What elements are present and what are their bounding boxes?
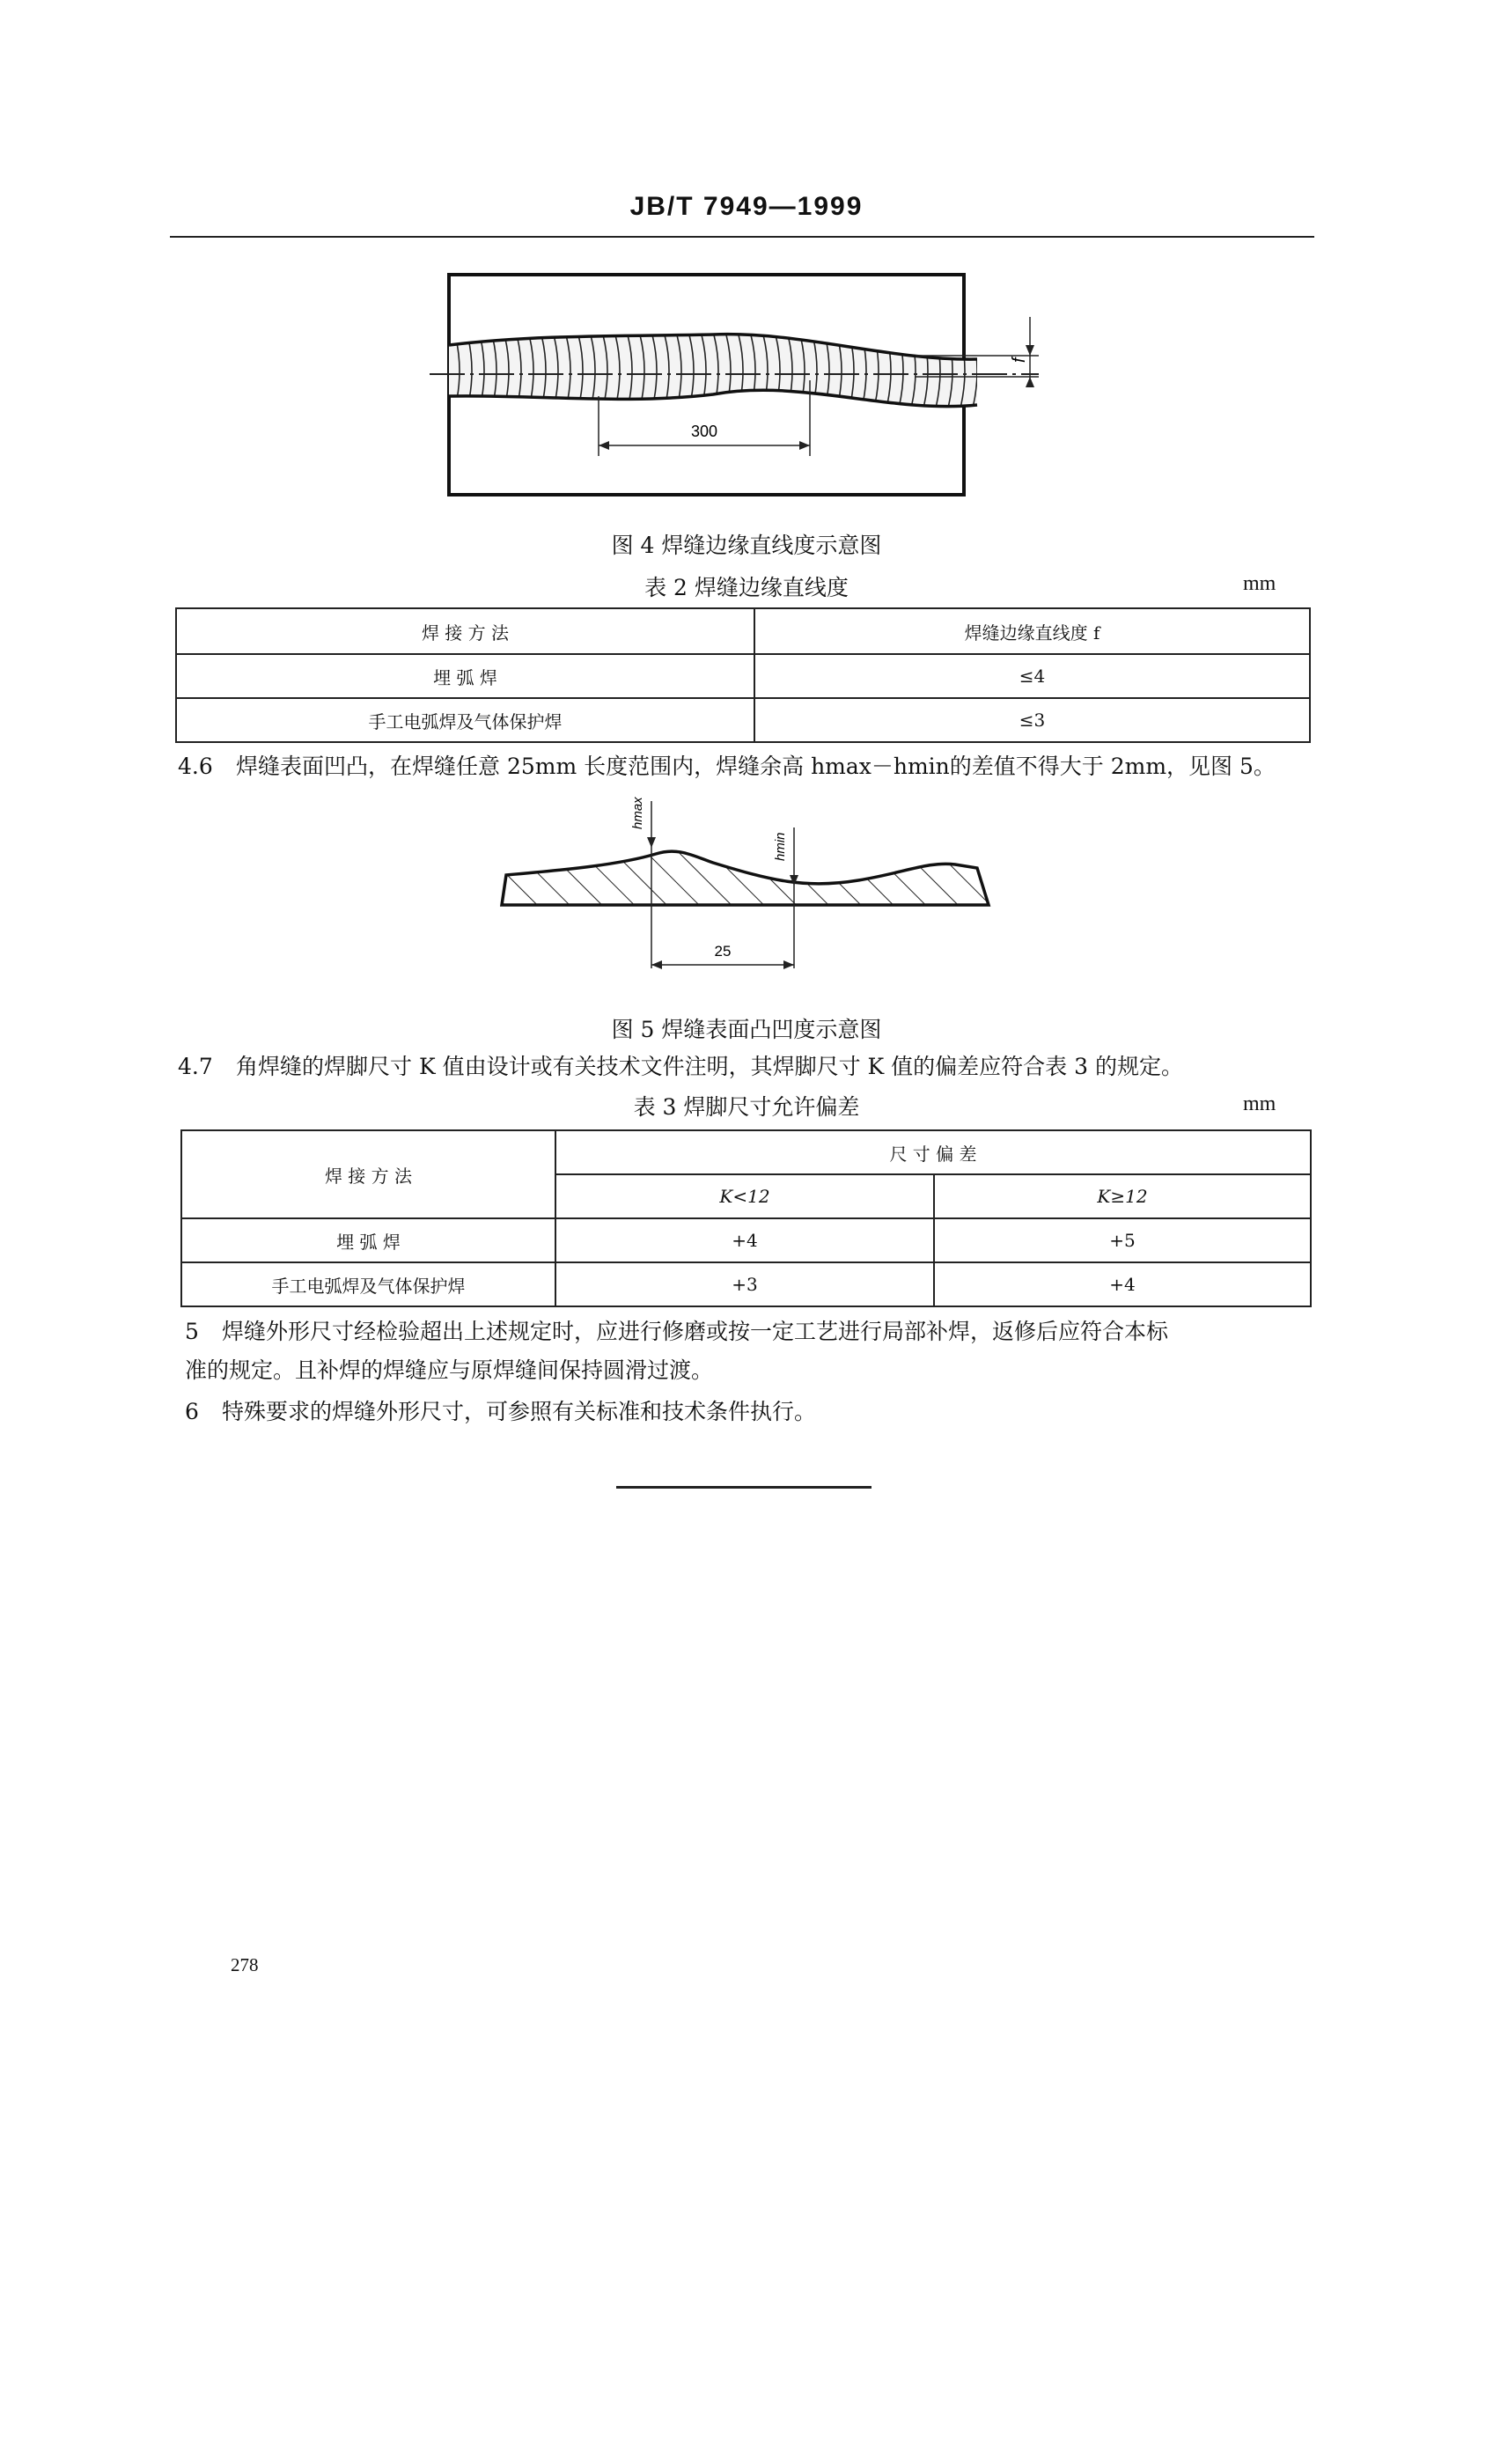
table-row — [176, 654, 1310, 698]
dim-300-label: 300 — [690, 423, 718, 440]
table-3-cell-method: 手工电弧焊及气体保护焊 — [181, 1262, 555, 1306]
weld-profile — [502, 851, 989, 905]
standard-header: JB/T 7949—1999 — [629, 192, 864, 221]
figure-5-caption: 图 5 焊缝表面凸凹度示意图 — [611, 1017, 882, 1042]
label-hmax: hmax — [630, 797, 645, 829]
table-2-header-method: 焊 接 方 法 — [176, 608, 754, 654]
figure-5-weld-surface-profile — [489, 792, 1017, 995]
section-4-7-text: 角焊缝的焊脚尺寸 K 值由设计或有关技术文件注明，其焊脚尺寸 K 值的偏差应符合表 3 的规定。 — [236, 1054, 1183, 1079]
table-2 — [175, 607, 1311, 743]
section-5-number: 5 — [185, 1319, 199, 1344]
table-3-header-k-lt-12: K<12 — [555, 1174, 934, 1218]
dim-25-label: 25 — [714, 943, 732, 960]
header-rule — [170, 236, 1314, 238]
table-3-cell-b: +5 — [934, 1218, 1311, 1262]
section-6-text: 特殊要求的焊缝外形尺寸，可参照有关标准和技术条件执行。 — [222, 1399, 817, 1424]
section-5-line1: 焊缝外形尺寸经检验超出上述规定时，应进行修磨或按一定工艺进行局部补焊，返修后应符合本标 — [222, 1319, 1169, 1344]
table-3-cell-a: +4 — [555, 1218, 934, 1262]
figure-4-caption: 图 4 焊缝边缘直线度示意图 — [611, 533, 882, 558]
section-6-number: 6 — [185, 1399, 199, 1424]
table-3-title: 表 3 焊脚尺寸允许偏差 — [633, 1094, 860, 1120]
table-3-unit: mm — [1243, 1092, 1276, 1115]
table-row — [176, 698, 1310, 742]
end-rule — [616, 1486, 872, 1489]
table-row — [181, 1218, 1311, 1262]
table-2-header-value: 焊缝边缘直线度 f — [754, 608, 1310, 654]
section-5-line2: 准的规定。且补焊的焊缝应与原焊缝间保持圆滑过渡。 — [185, 1357, 714, 1383]
table-row — [181, 1262, 1311, 1306]
table-2-cell-value: ≤3 — [754, 698, 1310, 742]
table-3-header-k-ge-12: K≥12 — [934, 1174, 1311, 1218]
table-3-cell-b: +4 — [934, 1262, 1311, 1306]
dim-f-label: f — [1010, 357, 1029, 363]
page-number: 278 — [231, 1954, 259, 1975]
table-3-cell-method: 埋 弧 焊 — [181, 1218, 555, 1262]
table-3-cell-a: +3 — [555, 1262, 934, 1306]
table-3-header-method: 焊 接 方 法 — [181, 1130, 555, 1218]
table-2-cell-value: ≤4 — [754, 654, 1310, 698]
table-2-cell-method: 埋 弧 焊 — [176, 654, 754, 698]
table-2-cell-method: 手工电弧焊及气体保护焊 — [176, 698, 754, 742]
label-hmin: hmin — [773, 832, 788, 861]
section-4-7-number: 4.7 — [178, 1054, 213, 1079]
table-2-title: 表 2 焊缝边缘直线度 — [644, 575, 849, 600]
section-4-6-number: 4.6 — [178, 754, 213, 779]
table-3 — [180, 1129, 1312, 1307]
figure-4-weld-edge-straightness — [423, 264, 1056, 502]
table-3-header-group: 尺 寸 偏 差 — [555, 1130, 1311, 1174]
table-2-unit: mm — [1243, 572, 1276, 595]
section-4-6-text: 焊缝表面凹凸，在焊缝任意 25mm 长度范围内，焊缝余高 hmax－hmin的差值不得大于 2mm，见图 5。 — [236, 754, 1276, 779]
